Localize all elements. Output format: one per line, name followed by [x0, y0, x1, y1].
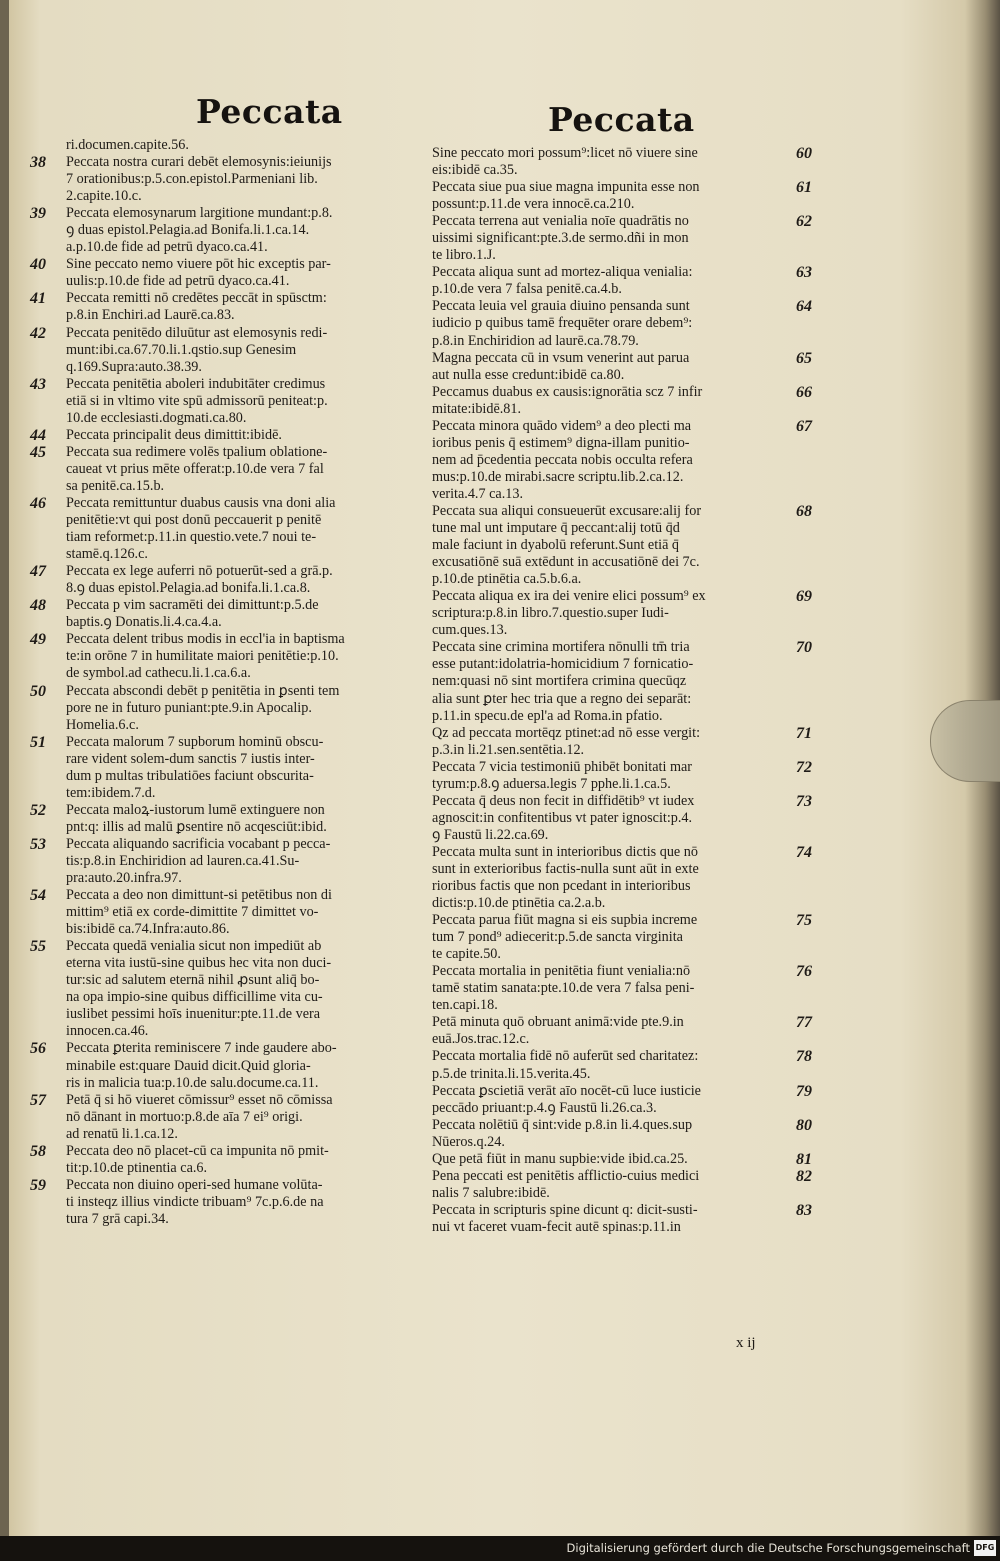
footer-credit: Digitalisierung gefördert durch die Deutsche Forschungsgemeinschaft [566, 1541, 970, 1555]
entry-line: Peccata q̄ deus non fecit in diffidētib⁹ vt iudex [432, 792, 695, 809]
entry-line: 7 orationibus:p.5.con.epistol.Parmeniani lib. [66, 171, 318, 188]
index-entry [30, 938, 445, 1040]
entry-line: nem:quasi nō sint mortifera crimina quecūqz [432, 673, 687, 690]
entry-line: Peccata ꝑscietiā verāt aīo nocēt-cū luce iusticie [432, 1082, 701, 1099]
entry-line: pore ne in futuro puniant:pte.9.in Apocalip. [66, 699, 312, 716]
entry-line: cum.ques.13. [432, 622, 508, 639]
entry-line: nui vt faceret vuam-fecit autē spinas:p.11.in [432, 1218, 681, 1235]
index-entry [30, 1177, 445, 1228]
entry-line: aut nulla esse credunt:ibidē ca.80. [432, 366, 625, 383]
entry-line: eis:ibidē ca.35. [432, 162, 518, 179]
index-entry [30, 205, 445, 256]
entry-line: Petā minuta quō obruant animā:vide pte.9.in [432, 1014, 684, 1031]
index-entry [432, 418, 832, 503]
entry-number: 58 [30, 1142, 46, 1160]
index-entry [432, 145, 832, 179]
entry-line: Peccata elemosynarum largitione mundant:p.8. [66, 205, 333, 222]
entry-number: 40 [30, 256, 46, 274]
entry-number: 42 [30, 324, 46, 342]
entry-number: 59 [30, 1176, 46, 1194]
entry-line: sa penitē.ca.15.b. [66, 477, 165, 494]
index-entry [432, 1083, 832, 1117]
entry-line: nalis 7 salubre:ibidē. [432, 1184, 550, 1201]
index-entry [432, 793, 832, 844]
entry-number: 74 [796, 843, 812, 861]
entry-number: 45 [30, 443, 46, 461]
entry-line: Peccata parua fiūt magna si eis supbia increme [432, 912, 698, 929]
entry-line: tiam reformet:p.11.in questio.vete.7 noui te- [66, 529, 317, 546]
entry-line: Peccata quedā venialia sicut non impediūt ab [66, 938, 322, 955]
entry-line: sunt in exterioribus factis-nulla sunt aūt in exte [432, 860, 699, 877]
entry-number: 60 [796, 145, 812, 162]
entry-line: peccādo priuant:p.4.ꝯ Faustū li.26.ca.3. [432, 1099, 657, 1116]
entry-line: Peccata terrena aut venialia noīe quadrātis no [432, 213, 689, 230]
index-entry [432, 298, 832, 349]
entry-line: Peccata delent tribus modis in eccl'ia in baptisma [66, 631, 345, 648]
index-entry [30, 1040, 445, 1091]
entry-line: Sine peccato mori possum⁹:licet nō viuere sine [432, 145, 698, 161]
entry-number: 64 [796, 298, 812, 316]
index-entry [432, 213, 832, 264]
entry-line: Peccata penitētia aboleri indubitāter credimus [66, 375, 326, 392]
entry-line: tum 7 pond⁹ adiecerit:p.5.de sancta virginita [432, 929, 683, 946]
entry-line: Pena peccati est penitētis afflictio-cuius medici [432, 1167, 700, 1184]
index-entry [30, 256, 445, 290]
entry-line: possunt:p.11.de vera innocē.ca.210. [432, 196, 635, 213]
index-entry [30, 683, 445, 734]
entry-line: p.11.in specu.de epl'a ad Roma.in pfatio. [432, 707, 663, 724]
entry-line: Peccata ex lege auferri nō potuerūt-sed a grā.p. [66, 563, 333, 580]
index-entry [432, 1151, 832, 1168]
entry-line: ioribus penis q̄ estimem⁹ digna-illam punitio- [432, 434, 690, 451]
entry-number: 71 [796, 724, 812, 742]
page-gutter [0, 0, 9, 1536]
index-entry [432, 725, 832, 759]
entry-number: 77 [796, 1014, 812, 1032]
entry-number: 51 [30, 733, 46, 751]
index-entry [432, 1117, 832, 1151]
index-entry [432, 1014, 832, 1048]
entry-line: innocen.ca.46. [66, 1023, 149, 1040]
entry-line: pnt:q: illis ad malū ꝑsentire nō acqesciūt:ibid. [66, 818, 327, 835]
entry-line: minabile est:quare Dauid dicit.Quid gloria- [66, 1057, 311, 1074]
index-entry [432, 912, 832, 963]
entry-line: Peccata principalit deus dimittit:ibidē. [66, 426, 282, 443]
entry-number: 70 [796, 639, 812, 657]
entry-line: Peccata aliqua sunt ad mortez-aliqua venialia: [432, 264, 693, 281]
index-entry [432, 759, 832, 793]
entry-number: 50 [30, 682, 46, 700]
entry-line: de symbol.ad cathecu.li.1.ca.6.a. [66, 665, 251, 682]
entry-line: Peccata siue pua siue magna impunita esse non [432, 179, 700, 196]
entry-line: Peccata remittuntur duabus causis vna doni alia [66, 494, 336, 511]
entry-number: 53 [30, 835, 46, 853]
index-entry [432, 179, 832, 213]
entry-number: 83 [796, 1201, 812, 1219]
left-column [30, 137, 445, 1228]
signature-mark: x ij [736, 1335, 756, 1351]
index-entry [30, 495, 445, 563]
entry-line: Peccata abscondi debēt p penitētia in ꝑsenti tem [66, 682, 340, 699]
entry-line: Peccata leuia vel grauia diuino pensanda sunt [432, 298, 690, 315]
entry-line: Peccata sua aliqui consueuerūt excusare:alij for [432, 502, 702, 519]
entry-number: 47 [30, 563, 46, 581]
entry-number: 72 [796, 758, 812, 776]
index-entry [30, 137, 445, 154]
entry-line: a.p.10.de fide ad petrū dyaco.ca.41. [66, 239, 268, 256]
entry-line: Peccata minora quādo videm⁹ a deo plecti ma [432, 417, 692, 434]
entry-line: Sine peccato nemo viuere pōt hic exceptis par- [66, 256, 331, 273]
entry-line: Peccata mortalia fidē nō auferūt sed charitatez: [432, 1048, 699, 1065]
entry-number: 44 [30, 426, 46, 444]
entry-line: tem:ibidem.7.d. [66, 784, 156, 801]
entry-number: 55 [30, 938, 46, 956]
entry-number: 46 [30, 494, 46, 512]
entry-number: 54 [30, 887, 46, 905]
entry-line: nem ad p̄cedentia peccata nobis occulta refera [432, 451, 693, 468]
entry-line: Que petā fiūt in manu supbie:vide ibid.ca.25. [432, 1150, 688, 1167]
entry-line: Peccata non diuino operi-sed humane volūta- [66, 1176, 323, 1193]
index-entry [30, 734, 445, 802]
entry-line: Peccata nostra curari debēt elemosynis:ieiunijs [66, 154, 332, 171]
entry-line: alia sunt ꝑter hec tria que a regno dei separāt: [432, 690, 692, 707]
entry-line: Peccata ꝑterita reminiscere 7 inde gaudere abo- [66, 1040, 337, 1057]
entry-line: etiā si in vltimo vite spū admissorū peniteat:p. [66, 392, 328, 409]
dfg-logo: DFG [974, 1540, 996, 1556]
entry-line: Peccata aliquando sacrificia vocabant p pecca- [66, 835, 331, 852]
entry-number: 49 [30, 631, 46, 649]
entry-line: verita.4.7 ca.13. [432, 485, 523, 502]
entry-line: agnoscit:in confitentibus vt pater ignoscit:p.4. [432, 809, 693, 826]
entry-line: Peccata 7 vicia testimoniū phibēt bonitati mar [432, 758, 693, 775]
entry-line: Peccata remitti nō credētes peccāt in spūsctm: [66, 290, 327, 307]
index-entry [30, 325, 445, 376]
entry-line: scriptura:p.8.in libro.7.questio.super Iudi- [432, 605, 669, 622]
entry-line: ad renatū li.1.ca.12. [66, 1125, 178, 1142]
entry-number: 80 [796, 1116, 812, 1134]
entry-line: Peccamus duabus ex causis:ignorātia scz 7 infir [432, 383, 703, 400]
entry-line: ris in malicia tua:p.10.de salu.docume.ca.11. [66, 1074, 319, 1091]
index-entry [30, 836, 445, 887]
entry-number: 76 [796, 963, 812, 981]
entry-line: rioribus factis que non pcedant in interioribus [432, 878, 691, 895]
entry-number: 62 [796, 213, 812, 231]
entry-line: penitētie:vt qui post donū peccauerit p penitē [66, 512, 322, 529]
index-entry [432, 384, 832, 418]
entry-number: 68 [796, 502, 812, 520]
entry-line: te:in orōne 7 in humilitate maiori penitētie:p.10. [66, 648, 339, 665]
entry-number: 75 [796, 912, 812, 930]
left-column-heading: Peccata [196, 92, 343, 131]
entry-line: Peccata p vim sacramēti dei dimittunt:p.5.de [66, 597, 319, 614]
entry-line: Peccata deo nō placet-cū ca impunita nō pmit- [66, 1142, 329, 1159]
entry-line: Peccata malorum 7 supborum hominū obscu- [66, 733, 324, 750]
entry-number: 82 [796, 1167, 812, 1185]
entry-line: mus:p.10.de mirabi.sacre scriptu.lib.2.ca.12. [432, 468, 684, 485]
entry-line: Qz ad peccata mortēqz ptinet:ad nō esse vergit: [432, 724, 701, 741]
entry-line: p.10.de vera 7 falsa penitē.ca.4.b. [432, 281, 622, 298]
entry-line: tamē statim sanata:pte.10.de vera 7 falsa peni- [432, 980, 695, 997]
entry-line: Peccata mortalia in penitētia fiunt venialia:nō [432, 963, 691, 980]
entry-line: dum p multas tribulatiōes faciunt obscurita- [66, 767, 314, 784]
entry-line: bis:ibidē ca.74.Infra:auto.86. [66, 921, 230, 938]
page-tab-marker [930, 700, 1000, 782]
index-entry [432, 963, 832, 1014]
entry-number: 61 [796, 179, 812, 197]
entry-line: Peccata penitēdo diluūtur ast elemosynis redi- [66, 324, 328, 341]
entry-line: Magna peccata cū in vsum venerint aut parua [432, 349, 690, 366]
entry-line: na opa impio-sine quibus difficillime vita cu- [66, 989, 323, 1006]
entry-line: ꝯ duas epistol.Pelagia.ad Bonifa.li.1.ca.14. [66, 222, 310, 239]
entry-line: Petā q̄ si hō viueret cōmissur⁹ esset nō cōmissa [66, 1091, 333, 1108]
entry-line: esse putant:idolatria-homicidium 7 fornicatio- [432, 656, 694, 673]
index-entry [432, 639, 832, 724]
right-column-heading: Peccata [548, 100, 695, 139]
entry-line: Peccata in scripturis spine dicunt q: dicit-susti- [432, 1201, 698, 1218]
entry-line: te libro.1.J. [432, 247, 496, 264]
entry-number: 66 [796, 383, 812, 401]
index-entry [432, 350, 832, 384]
entry-number: 56 [30, 1040, 46, 1058]
index-entry [30, 290, 445, 324]
index-entry [432, 264, 832, 298]
entry-line: Peccata aliqua ex ira dei venire elici possum⁹ ex [432, 588, 706, 605]
entry-number: 39 [30, 205, 46, 223]
entry-line: Peccata sine crimina mortifera nōnulli tm̄ tria [432, 639, 690, 656]
entry-line: Peccata maloꝝ-iustorum lumē extinguere non [66, 801, 325, 818]
entry-number: 73 [796, 792, 812, 810]
entry-line: tura 7 grā capi.34. [66, 1210, 169, 1227]
entry-line: ꝯ Faustū li.22.ca.69. [432, 826, 549, 843]
entry-number: 38 [30, 154, 46, 172]
entry-line: p.3.in li.21.sen.sentētia.12. [432, 741, 585, 758]
entry-number: 67 [796, 417, 812, 435]
entry-line: 8.ꝯ duas epistol.Pelagia.ad bonifa.li.1.ca.8. [66, 580, 311, 597]
entry-number: 65 [796, 349, 812, 367]
entry-line: p.8.in Enchiri.ad Laurē.ca.83. [66, 307, 235, 324]
entry-line: euā.Jos.trac.12.c. [432, 1031, 530, 1048]
index-entry [30, 802, 445, 836]
right-column [432, 145, 832, 1236]
index-entry [30, 1143, 445, 1177]
entry-line: uulis:p.10.de fide ad petrū dyaco.ca.41. [66, 273, 290, 290]
entry-line: mittim⁹ etiā ex corde-dimittite 7 dimittet vo- [66, 904, 319, 921]
entry-number: 52 [30, 801, 46, 819]
entry-line: Peccata nolētiū q̄ sint:vide p.8.in li.4.ques.sup [432, 1116, 693, 1133]
entry-line: p.10.de ptinētia ca.5.b.6.a. [432, 571, 582, 588]
entry-line: tis:p.8.in Enchiridion ad lauren.ca.41.Su- [66, 852, 300, 869]
entry-line: iuslibet pessimi hoīs inuenitur:pte.11.de vera [66, 1006, 321, 1023]
entry-line: eterna vita iustū-sine quibus hec vita non duci- [66, 955, 332, 972]
footer-bar [0, 1536, 1000, 1561]
index-entry [432, 1168, 832, 1202]
entry-line: ten.capi.18. [432, 997, 498, 1014]
entry-number: 48 [30, 597, 46, 615]
entry-number: 69 [796, 588, 812, 606]
entry-line: p.5.de trinita.li.15.verita.45. [432, 1065, 591, 1082]
entry-line: tyrum:p.8.ꝯ aduersa.legis 7 pphe.li.1.ca.5. [432, 775, 671, 792]
entry-line: Peccata a deo non dimittunt-si petētibus non di [66, 887, 332, 904]
entry-line: 2.capite.10.c. [66, 188, 142, 205]
index-entry [30, 563, 445, 597]
index-entry [30, 427, 445, 444]
entry-line: 10.de ecclesiasti.dogmati.ca.80. [66, 409, 247, 426]
index-entry [432, 844, 832, 912]
entry-number: 78 [796, 1048, 812, 1066]
entry-line: p.8.in Enchiridion ad laurē.ca.78.79. [432, 332, 639, 349]
index-entry [432, 1048, 832, 1082]
entry-line: ti insteqz illius vindicte tribuam⁹ 7c.p.6.de na [66, 1193, 324, 1210]
entry-line: iudicio p quibus tamē frequēter orare debem⁹: [432, 315, 693, 332]
entry-number: 57 [30, 1091, 46, 1109]
index-entry [432, 588, 832, 639]
entry-line: nō dānant in mortuo:p.8.de aīa 7 ei⁹ origi. [66, 1108, 303, 1125]
entry-number: 43 [30, 375, 46, 393]
entry-line: tur:sic ad salutem eternā nihil ꝓsunt aliq̄ bo- [66, 972, 320, 989]
entry-line: Homelia.6.c. [66, 716, 139, 733]
entry-line: pra:auto.20.infra.97. [66, 870, 182, 887]
entry-line: Peccata sua redimere volēs tpalium oblatione- [66, 443, 328, 460]
entry-line: munt:ibi.ca.67.70.li.1.qstio.sup Genesim [66, 341, 297, 358]
entry-line: q.169.Supra:auto.38.39. [66, 358, 202, 375]
entry-line: Nūeros.q.24. [432, 1133, 505, 1150]
index-entry [30, 631, 445, 682]
entry-line: tit:p.10.de ptinentia ca.6. [66, 1159, 208, 1176]
index-entry [432, 503, 832, 588]
entry-line: stamē.q.126.c. [66, 546, 148, 563]
entry-line: te capite.50. [432, 946, 501, 963]
entry-line: mitate:ibidē.81. [432, 400, 522, 417]
entry-line: excusatiōnē suā extēdunt in accusatiōnē dei 7c. [432, 554, 700, 571]
entry-line: male faciunt in dyabolū referunt.Sunt etiā q̄ [432, 537, 680, 554]
entry-number: 41 [30, 290, 46, 308]
entry-number: 63 [796, 264, 812, 282]
index-entry [432, 1202, 832, 1236]
entry-line: Peccata multa sunt in interioribus dictis que nō [432, 843, 698, 860]
index-entry [30, 376, 445, 427]
index-entry [30, 1092, 445, 1143]
entry-line: caueat vt prius mēte offerat:p.10.de vera 7 fal [66, 460, 324, 477]
entry-number: 79 [796, 1082, 812, 1100]
entry-number: 81 [796, 1150, 812, 1168]
entry-line: ri.documen.capite.56. [66, 137, 189, 153]
index-entry [30, 597, 445, 631]
entry-line: rare vident solem-dum sanctis 7 iustis inter- [66, 750, 315, 767]
entry-line: uissimi significant:pte.3.de sermo.dñi in mon [432, 230, 689, 247]
entry-line: dictis:p.10.de ptinētia ca.2.a.b. [432, 895, 606, 912]
entry-line: tune mal unt imputare q̄ peccant:alij totū q̄d [432, 520, 680, 537]
entry-line: baptis.ꝯ Donatis.li.4.ca.4.a. [66, 614, 222, 631]
index-entry [30, 444, 445, 495]
index-entry [30, 154, 445, 205]
index-entry [30, 887, 445, 938]
